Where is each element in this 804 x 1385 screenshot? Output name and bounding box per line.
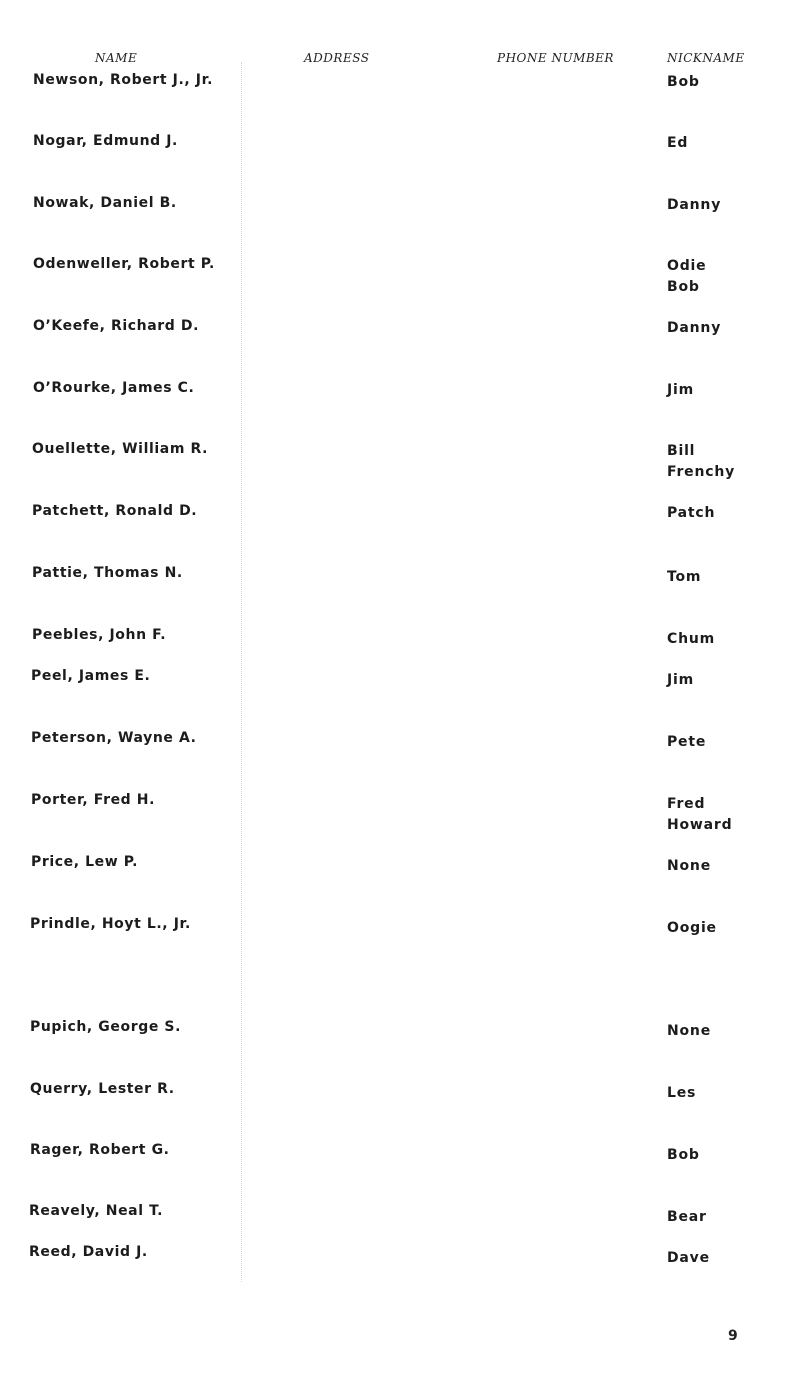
nickname-line: Jim <box>667 382 694 398</box>
nickname-line: Fred <box>667 796 706 812</box>
nickname-line: Danny <box>667 320 722 336</box>
member-nickname <box>667 72 700 93</box>
roster-row <box>0 1142 804 1182</box>
member-name: Odenweller, Robert P. <box>33 256 215 272</box>
member-name: Nogar, Edmund J. <box>33 133 178 149</box>
roster-row <box>0 72 804 112</box>
member-nickname <box>667 732 706 753</box>
member-nickname <box>667 794 732 836</box>
roster-row <box>0 503 804 543</box>
roster-row <box>0 133 804 173</box>
member-name: Rager, Robert G. <box>30 1142 170 1158</box>
member-name: Pattie, Thomas N. <box>32 565 183 581</box>
member-nickname <box>667 1145 700 1166</box>
member-name: Porter, Fred H. <box>31 792 156 808</box>
member-nickname <box>667 256 706 298</box>
nickname-line: Howard <box>667 817 733 833</box>
roster-row <box>0 1244 804 1284</box>
member-nickname <box>667 503 715 524</box>
nickname-line: Odie <box>667 258 707 274</box>
page-number: 9 <box>728 1328 738 1344</box>
member-name: Ouellette, William R. <box>32 441 209 457</box>
member-name: O’Keefe, Richard D. <box>33 318 200 334</box>
member-name: O’Rourke, James C. <box>33 380 195 396</box>
nickname-line: None <box>667 1023 711 1039</box>
member-nickname <box>667 918 717 939</box>
member-name: Peel, James E. <box>31 668 151 684</box>
member-name: Querry, Lester R. <box>30 1081 175 1097</box>
member-name: Pupich, George S. <box>30 1019 182 1035</box>
nickname-line: Tom <box>667 569 702 585</box>
nickname-line: Jim <box>667 672 694 688</box>
member-nickname <box>667 380 694 401</box>
roster-row <box>0 256 804 296</box>
member-name: Newson, Robert J., Jr. <box>33 72 213 88</box>
member-nickname <box>667 856 711 877</box>
member-name: Reavely, Neal T. <box>29 1203 164 1219</box>
roster-row <box>0 380 804 420</box>
nickname-line: Pete <box>667 734 707 750</box>
member-nickname <box>667 670 694 691</box>
member-nickname <box>667 318 721 339</box>
member-nickname <box>667 441 735 483</box>
roster-row <box>0 627 804 667</box>
nickname-line: Oogie <box>667 920 717 936</box>
member-name: Price, Lew P. <box>31 854 138 870</box>
roster-row <box>0 1203 804 1243</box>
roster-row <box>0 565 804 605</box>
nickname-line: Dave <box>667 1250 710 1266</box>
roster-row <box>0 1081 804 1121</box>
nickname-line: Bear <box>667 1209 707 1225</box>
roster-row <box>0 195 804 235</box>
member-nickname <box>667 1083 696 1104</box>
roster-row <box>0 916 804 956</box>
roster-row <box>0 668 804 708</box>
roster-row <box>0 730 804 770</box>
member-nickname <box>667 195 721 216</box>
roster-row <box>0 792 804 832</box>
member-name: Peebles, John F. <box>32 627 167 643</box>
member-name: Nowak, Daniel B. <box>33 195 177 211</box>
nickname-line: None <box>667 858 711 874</box>
member-name: Peterson, Wayne A. <box>31 730 197 746</box>
roster-row <box>0 441 804 481</box>
member-name: Patchett, Ronald D. <box>32 503 198 519</box>
member-nickname <box>667 629 715 650</box>
nickname-line: Ed <box>667 135 689 151</box>
column-header-nickname: NICKNAME <box>667 51 745 65</box>
member-name: Prindle, Hoyt L., Jr. <box>30 916 191 932</box>
column-header-name: NAME <box>95 51 138 65</box>
nickname-line: Bob <box>667 1147 700 1163</box>
nickname-line: Bob <box>667 279 700 295</box>
nickname-line: Frenchy <box>667 464 736 480</box>
roster-row <box>0 318 804 358</box>
member-nickname <box>667 133 688 154</box>
member-nickname <box>667 1207 707 1228</box>
nickname-line: Danny <box>667 197 722 213</box>
nickname-line: Patch <box>667 505 716 521</box>
member-name: Reed, David J. <box>29 1244 148 1260</box>
nickname-line: Bill <box>667 443 696 459</box>
roster-row <box>0 1019 804 1059</box>
column-header-phone: PHONE NUMBER <box>497 51 614 65</box>
nickname-line: Les <box>667 1085 697 1101</box>
member-nickname <box>667 567 701 588</box>
member-nickname <box>667 1021 711 1042</box>
nickname-line: Bob <box>667 74 700 90</box>
column-header-address: ADDRESS <box>304 51 370 65</box>
nickname-line: Chum <box>667 631 715 647</box>
roster-row <box>0 854 804 894</box>
member-nickname <box>667 1248 710 1269</box>
